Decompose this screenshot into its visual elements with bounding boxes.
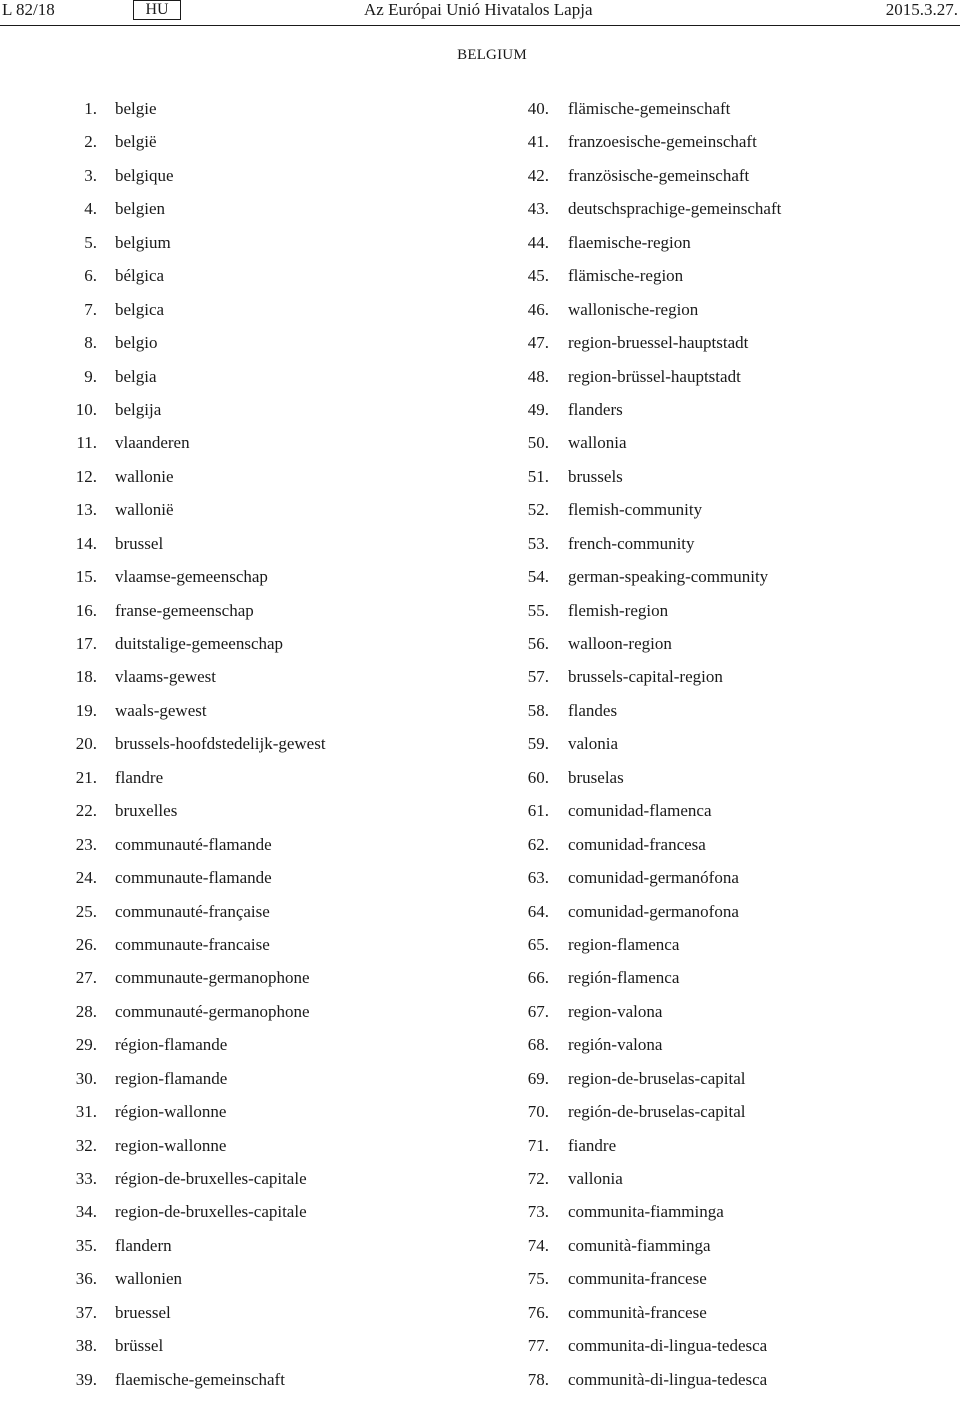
page-header: [0, 0, 960, 24]
item-term: wallonië: [115, 500, 174, 520]
list-item: [0, 766, 470, 799]
item-number: 38.: [75, 1336, 97, 1356]
list-item: [470, 1200, 950, 1233]
item-number: 14.: [75, 533, 97, 553]
item-term: region-flamenca: [568, 934, 680, 954]
list-item: [0, 398, 470, 431]
item-term: flandre: [115, 767, 164, 787]
right-term-list: [470, 97, 950, 1401]
item-number: 58.: [527, 700, 549, 720]
list-item: [0, 665, 470, 698]
item-number: 57.: [527, 667, 549, 687]
item-number: 65.: [527, 934, 549, 954]
item-number: 3.: [84, 165, 97, 185]
item-term: duitstalige-gemeenschap: [115, 634, 284, 653]
item-term: flaemische-gemeinschaft: [115, 1369, 285, 1389]
list-item: [0, 1134, 470, 1167]
item-term: deutschsprachige-gemeinschaft: [568, 199, 782, 219]
list-item: [470, 599, 950, 632]
item-term: bruselas: [568, 767, 624, 787]
item-number: 33.: [75, 1169, 97, 1188]
list-item: [0, 264, 470, 297]
item-number: 69.: [527, 1068, 549, 1088]
list-item: [470, 365, 950, 398]
item-term: flämische-gemeinschaft: [568, 99, 731, 118]
item-term: wallonie: [115, 466, 174, 486]
item-number: 64.: [527, 901, 549, 921]
publication-date: 2015.3.27.: [885, 0, 958, 19]
left-term-list: [0, 97, 470, 1401]
item-term: bélgica: [115, 266, 165, 286]
list-item: [0, 699, 470, 732]
item-number: 36.: [75, 1269, 97, 1289]
item-term: vlaams-gewest: [115, 667, 217, 687]
item-term: region-wallonne: [115, 1135, 227, 1155]
item-number: 34.: [75, 1202, 97, 1222]
item-number: 42.: [527, 165, 549, 185]
item-number: 51.: [527, 466, 549, 486]
item-term: comunità-fiamminga: [568, 1235, 711, 1255]
item-term: communaute-flamande: [115, 868, 272, 888]
list-item: [0, 599, 470, 632]
item-term: communauté-française: [115, 901, 270, 921]
item-term: französische-gemeinschaft: [568, 165, 750, 185]
item-term: franse-gemeenschap: [115, 600, 254, 620]
item-number: 54.: [527, 567, 549, 587]
item-number: 70.: [527, 1102, 549, 1122]
list-item: [0, 1167, 470, 1200]
list-item: [0, 866, 470, 899]
list-item: [470, 1134, 950, 1167]
list-item: [0, 1334, 470, 1367]
item-number: 7.: [84, 299, 97, 319]
item-number: 74.: [527, 1235, 549, 1255]
list-item: [470, 732, 950, 765]
list-item: [470, 431, 950, 464]
item-number: 21.: [75, 767, 97, 787]
item-term: bruxelles: [115, 801, 178, 821]
list-item: [0, 431, 470, 464]
list-item: [0, 1033, 470, 1066]
list-item: [0, 933, 470, 966]
list-item: [0, 1301, 470, 1334]
item-term: flanders: [568, 399, 623, 419]
item-number: 20.: [75, 734, 97, 754]
list-item: [0, 632, 470, 665]
item-number: 67.: [527, 1001, 549, 1021]
item-term: communauté-flamande: [115, 834, 272, 854]
item-number: 52.: [527, 500, 549, 520]
list-item: [470, 498, 950, 531]
item-term: wallonien: [115, 1269, 183, 1289]
item-term: walloon-region: [568, 634, 672, 653]
list-item: [470, 766, 950, 799]
item-term: belgie: [115, 99, 157, 118]
item-number: 78.: [527, 1369, 549, 1389]
list-item: [0, 732, 470, 765]
list-item: [0, 1067, 470, 1100]
item-term: communauté-germanophone: [115, 1001, 310, 1021]
item-number: 26.: [75, 934, 97, 954]
item-term: flemish-region: [568, 600, 669, 620]
item-term: belgio: [115, 333, 158, 353]
list-item: [470, 665, 950, 698]
item-number: 75.: [527, 1269, 549, 1289]
list-item: [470, 632, 950, 665]
item-term: comunidad-flamenca: [568, 801, 712, 821]
list-item: [0, 1000, 470, 1033]
item-number: 43.: [527, 199, 549, 219]
item-number: 8.: [84, 333, 97, 353]
item-number: 73.: [527, 1202, 549, 1222]
item-number: 22.: [75, 801, 97, 821]
item-term: communita-fiamminga: [568, 1202, 724, 1222]
item-term: flemish-community: [568, 500, 703, 520]
list-item: [0, 1368, 470, 1401]
item-number: 27.: [75, 968, 97, 988]
item-number: 39.: [75, 1369, 97, 1389]
item-number: 12.: [75, 466, 97, 486]
list-item: [0, 1200, 470, 1233]
item-term: comunidad-francesa: [568, 834, 706, 854]
item-term: flaemische-region: [568, 232, 691, 252]
item-term: comunidad-germanófona: [568, 868, 739, 888]
item-number: 1.: [84, 99, 97, 118]
item-number: 5.: [84, 232, 97, 252]
item-term: belgium: [115, 232, 171, 252]
item-number: 77.: [527, 1336, 549, 1356]
item-number: 76.: [527, 1302, 549, 1322]
item-number: 66.: [527, 968, 549, 988]
item-term: région-wallonne: [115, 1102, 227, 1122]
list-item: [0, 799, 470, 832]
item-term: belgija: [115, 399, 162, 419]
item-term: belgien: [115, 199, 166, 219]
item-number: 47.: [527, 333, 549, 353]
item-term: communita-di-lingua-tedesca: [568, 1336, 768, 1356]
item-number: 2.: [84, 132, 97, 152]
list-item: [470, 130, 950, 163]
list-item: [470, 833, 950, 866]
item-term: communita-francese: [568, 1269, 707, 1289]
item-term: flämische-region: [568, 266, 684, 286]
item-number: 72.: [527, 1169, 549, 1188]
item-term: franzoesische-gemeinschaft: [568, 132, 757, 152]
item-number: 17.: [75, 634, 97, 653]
item-term: région-flamande: [115, 1035, 228, 1055]
item-number: 50.: [527, 433, 549, 453]
page-reference: L 82/18: [2, 0, 55, 19]
item-term: brussel: [115, 533, 164, 553]
item-term: region-flamande: [115, 1068, 228, 1088]
list-item: [470, 699, 950, 732]
journal-title: Az Európai Unió Hivatalos Lapja: [364, 0, 593, 19]
item-number: 37.: [75, 1302, 97, 1322]
item-term: belgia: [115, 366, 157, 386]
item-term: region-brüssel-hauptstadt: [568, 366, 741, 386]
list-item: [0, 532, 470, 565]
list-item: [0, 365, 470, 398]
item-term: french-community: [568, 533, 695, 553]
item-term: wallonische-region: [568, 299, 699, 319]
item-number: 24.: [75, 868, 97, 888]
item-number: 55.: [527, 600, 549, 620]
item-term: region-de-bruxelles-capitale: [115, 1202, 307, 1222]
list-item: [470, 1167, 950, 1200]
item-term: vlaanderen: [115, 433, 190, 453]
item-term: flandes: [568, 700, 618, 720]
item-number: 44.: [527, 232, 549, 252]
item-number: 32.: [75, 1135, 97, 1155]
item-term: bruessel: [115, 1302, 171, 1322]
item-number: 16.: [75, 600, 97, 620]
header-divider: [0, 25, 960, 26]
list-item: [0, 1234, 470, 1267]
item-number: 31.: [75, 1102, 97, 1122]
list-item: [0, 231, 470, 264]
item-number: 62.: [527, 834, 549, 854]
item-term: brussels: [568, 466, 623, 486]
list-item: [470, 1334, 950, 1367]
item-term: región-de-bruselas-capital: [568, 1102, 746, 1122]
list-item: [470, 331, 950, 364]
item-term: communaute-francaise: [115, 934, 270, 954]
item-number: 6.: [84, 266, 97, 286]
list-item: [470, 298, 950, 331]
item-number: 53.: [527, 533, 549, 553]
item-term: region-valona: [568, 1001, 663, 1021]
item-number: 4.: [84, 199, 97, 219]
item-number: 68.: [527, 1035, 549, 1055]
list-item: [470, 1100, 950, 1133]
item-term: brussels-capital-region: [568, 667, 723, 687]
item-term: belgique: [115, 165, 174, 185]
list-item: [0, 331, 470, 364]
item-number: 15.: [75, 567, 97, 587]
list-item: [470, 532, 950, 565]
item-term: brussels-hoofdstedelijk-gewest: [115, 734, 326, 754]
list-item: [470, 1267, 950, 1300]
list-item: [470, 966, 950, 999]
item-number: 19.: [75, 700, 97, 720]
item-number: 46.: [527, 299, 549, 319]
list-item: [0, 1267, 470, 1300]
item-number: 35.: [75, 1235, 97, 1255]
item-term: vlaamse-gemeenschap: [115, 567, 268, 587]
list-item: [470, 197, 950, 230]
list-item: [470, 1000, 950, 1033]
list-item: [0, 197, 470, 230]
item-number: 41.: [527, 132, 549, 152]
list-item: [470, 164, 950, 197]
list-item: [470, 1067, 950, 1100]
section-title: BELGIUM: [457, 47, 527, 63]
list-item: [470, 933, 950, 966]
item-term: wallonia: [568, 433, 627, 453]
list-item: [0, 465, 470, 498]
list-item: [470, 398, 950, 431]
item-term: fiandre: [568, 1135, 617, 1155]
item-number: 11.: [76, 433, 97, 453]
item-number: 48.: [527, 366, 549, 386]
item-term: flandern: [115, 1235, 172, 1255]
list-item: [470, 1368, 950, 1401]
item-number: 30.: [75, 1068, 97, 1088]
list-item: [470, 866, 950, 899]
list-item: [470, 900, 950, 933]
item-term: vallonia: [568, 1169, 623, 1188]
item-number: 40.: [527, 99, 549, 118]
list-item: [0, 565, 470, 598]
item-term: valonia: [568, 734, 619, 754]
item-term: belgica: [115, 299, 165, 319]
item-term: brüssel: [115, 1336, 164, 1356]
list-item: [470, 1234, 950, 1267]
item-number: 9.: [84, 366, 97, 386]
item-term: german-speaking-community: [568, 567, 769, 587]
item-number: 29.: [75, 1035, 97, 1055]
list-item: [0, 900, 470, 933]
item-term: communità-di-lingua-tedesca: [568, 1369, 768, 1389]
language-badge: HU: [133, 0, 181, 20]
list-item: [0, 1100, 470, 1133]
list-item: [0, 164, 470, 197]
item-number: 18.: [75, 667, 97, 687]
item-number: 60.: [527, 767, 549, 787]
item-number: 23.: [75, 834, 97, 854]
list-item: [470, 565, 950, 598]
item-number: 10.: [75, 399, 97, 419]
item-number: 28.: [75, 1001, 97, 1021]
item-term: region-bruessel-hauptstadt: [568, 333, 749, 353]
item-number: 61.: [527, 801, 549, 821]
list-item: [0, 130, 470, 163]
item-term: region-de-bruselas-capital: [568, 1068, 746, 1088]
item-number: 45.: [527, 266, 549, 286]
item-term: région-de-bruxelles-capitale: [115, 1169, 307, 1188]
list-item: [470, 231, 950, 264]
item-number: 63.: [527, 868, 549, 888]
list-item: [470, 97, 950, 130]
list-item: [470, 1301, 950, 1334]
list-item: [470, 465, 950, 498]
item-number: 13.: [75, 500, 97, 520]
list-item: [470, 799, 950, 832]
item-number: 59.: [527, 734, 549, 754]
item-number: 71.: [527, 1135, 549, 1155]
item-term: communaute-germanophone: [115, 968, 310, 988]
item-term: región-valona: [568, 1035, 663, 1055]
item-term: región-flamenca: [568, 968, 680, 988]
list-item: [0, 833, 470, 866]
item-number: 25.: [75, 901, 97, 921]
list-item: [470, 1033, 950, 1066]
list-item: [0, 97, 470, 130]
list-item: [0, 298, 470, 331]
list-item: [0, 498, 470, 531]
item-term: comunidad-germanofona: [568, 901, 739, 921]
list-item: [470, 264, 950, 297]
item-term: belgië: [115, 132, 157, 152]
item-term: communità-francese: [568, 1302, 707, 1322]
list-item: [0, 966, 470, 999]
item-number: 49.: [527, 399, 549, 419]
item-number: 56.: [527, 634, 549, 653]
item-term: waals-gewest: [115, 700, 207, 720]
